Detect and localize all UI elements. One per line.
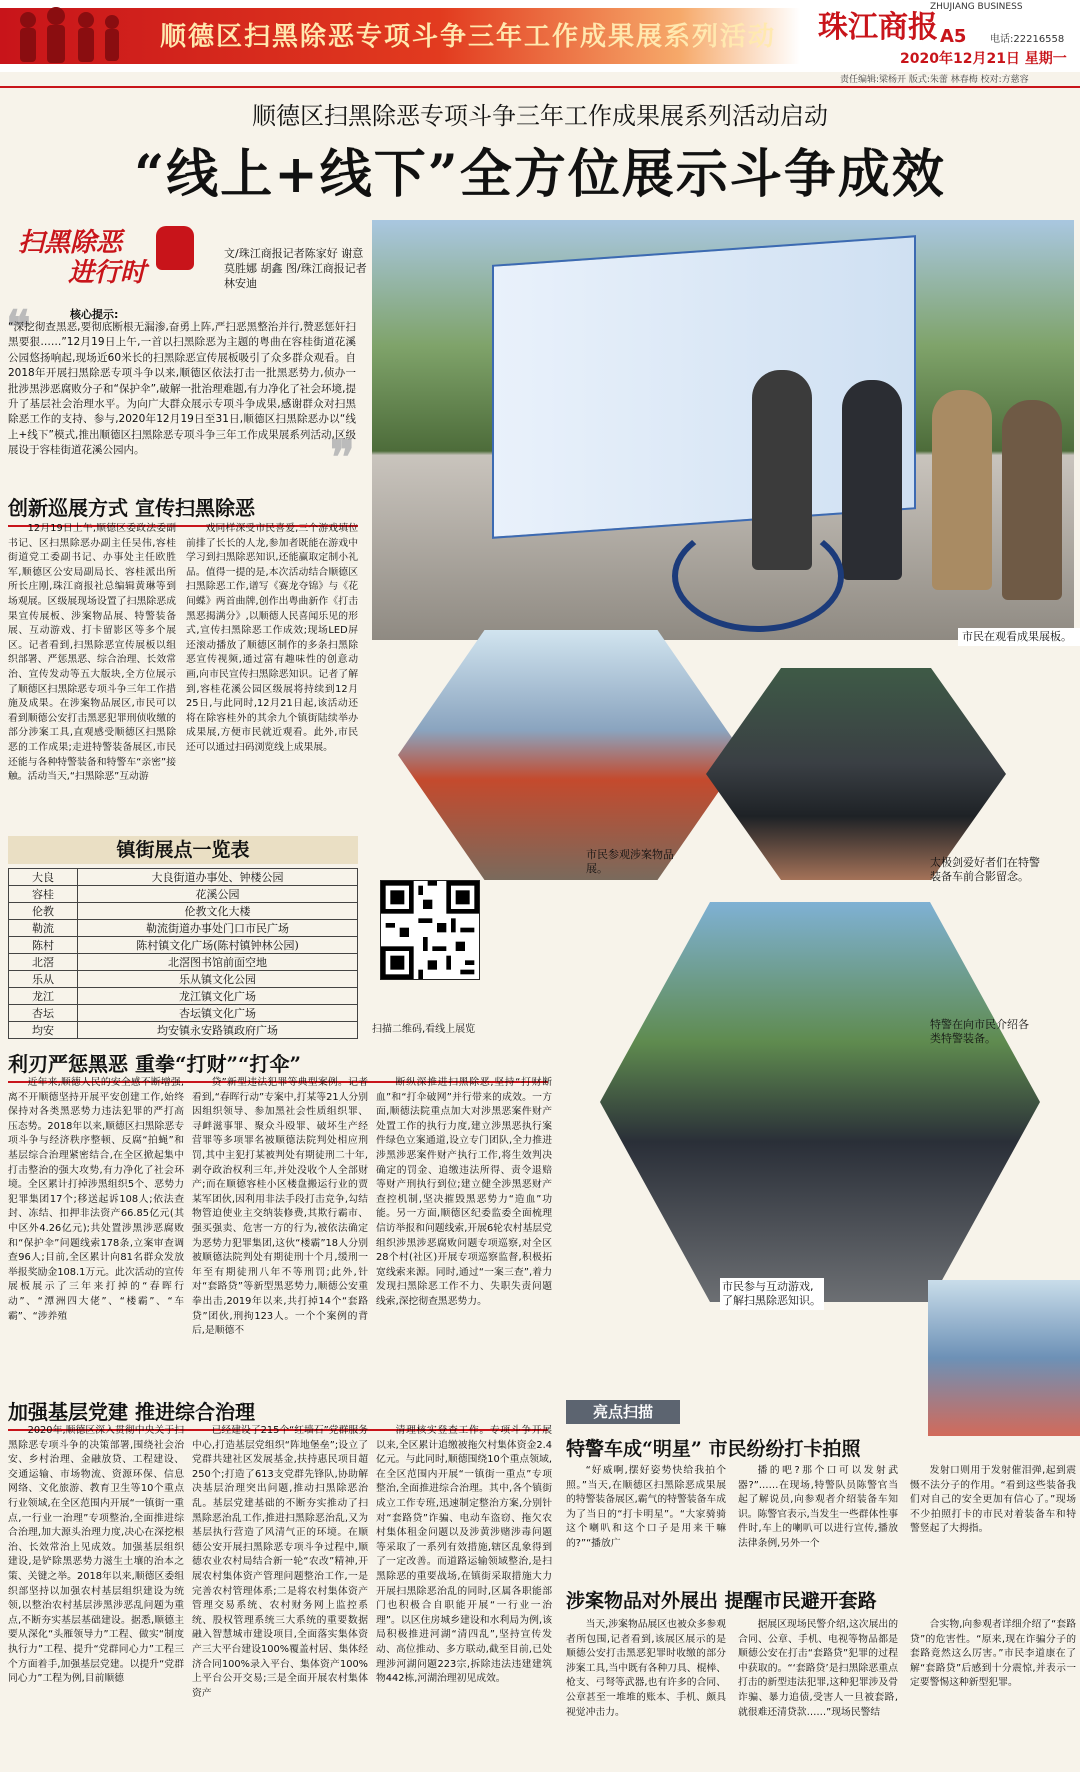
town-cell: 容桂	[9, 886, 78, 903]
paragraph: 合实物,向参观者详细介绍了“套路贷”的危害性。“原来,现在诈骗分子的套路竟然这么厉害。”市民李道康在了解“套路贷”后感到十分震惊,并表示一定要警惕这种新型犯罪。	[910, 1619, 1076, 1689]
paragraph: 播的吧?那个口可以发射武器?”……在现场,特警队员陈警官当起了解说员,向参观者介绍装备车知识。陈警官表示,当发生一些群体性事件时,车上的喇叭可以进行宣传,播放法律条例,另外一个	[738, 1465, 898, 1549]
article-column	[910, 1618, 1076, 1691]
table-row	[9, 1005, 358, 1022]
qr-code-icon[interactable]	[380, 880, 480, 980]
article-column	[8, 1076, 184, 1324]
page-banner	[0, 0, 1080, 72]
close-quote-icon: ❞	[330, 430, 355, 484]
section-title-exhibits: 涉案物品对外展出 提醒市民避开套路	[566, 1590, 877, 1612]
newspaper-logo-en: ZHUJIANG BUSINESS	[930, 2, 1023, 12]
column-logo	[10, 222, 190, 288]
venue-cell: 杏坛镇文化广场	[78, 1005, 358, 1022]
highlight-tag: 亮点扫描	[566, 1400, 680, 1424]
newspaper-logo: 珠江商报	[818, 10, 938, 45]
section-title-crackdown: 利刃严惩黑恶 重拳“打财”“打伞”	[8, 1048, 548, 1083]
paragraph: 据展区现场民警介绍,这次展出的合同、公章、手机、电视等物品都是顺德公安在打击“套路贷”犯罪的过程中获取的。“‘套路贷’是扫黑除恶重点打击的新型违法犯罪,这种犯罪涉及骨诈骗、暴力追债,受害人一旦被套路,就很难还清贷款……”现场民警结	[738, 1619, 898, 1718]
paragraph: 当天,涉案物品展区也被众多参观者所包围,记者看到,该展区展示的是顺德公安打击黑恶犯罪时收缴的部分涉案工具,当中既有各种刀具、棍棒、枪支、弓弩等武器,也有许多的合同、公章甚至一堆堆的账本、手机、颇具视觉冲击力。	[566, 1619, 726, 1718]
logo-line2: 进行时	[68, 258, 147, 288]
summary-head: 核心提示:	[70, 308, 119, 321]
town-cell: 陈村	[9, 937, 78, 954]
page-number: A5	[940, 26, 967, 47]
article-column	[8, 522, 176, 785]
visitor-figure	[842, 380, 902, 580]
caption-exhibits: 市民参观涉案物品展。	[586, 848, 674, 875]
section-title-party-building: 加强基层党建 推进综合治理	[8, 1396, 548, 1431]
article-column	[192, 1076, 368, 1339]
paragraph: 清理核实登查工作。专项斗争开展以来,全区累计追缴被拖欠村集体资金2.4亿元。与此同时,顺德围绕10个重点领域,在全区范围内开展“一镇街一重点”专项整治,全面推进综合治理。其中,各个镇街成立工作专班,迅速制定整治方案,分别针对“套路贷”诈骗、电动车盗窃、拖欠农村集体租金问题以及涉黄涉赌涉毒问题等采取了一系列有效措施,辖区乱象得到了一定改善。而道路运输领域整治,是扫黑除恶的重要战场,在镇街采取措施大力开展扫黑除恶治乱的同时,区属各职能部门也积极合自职能开展“一行业一治理”。以区住房城乡建设和水利局为例,该局积极推进河湖“清四乱”,坚持宣传发动、高位推动、多方联动,截至目前,已处理涉河湖问题223宗,拆除违法违建建筑物442栋,河湖治理初见成效。	[376, 1425, 552, 1685]
venue-cell: 伦教文化大楼	[78, 903, 358, 920]
article-column	[738, 1618, 898, 1720]
caption-taichi: 太极剑爱好者们在特警装备车前合影留念。	[930, 856, 1040, 883]
paragraph: 发射口则用于发射催泪弹,起到震慑不法分子的作用。“看到这些装备我们对自己的安全更加有信心了。”现场不少拍照打卡的市民对着装备车和特警竖起了大拇指。	[910, 1465, 1076, 1535]
town-cell: 乐从	[9, 971, 78, 988]
article-column	[566, 1618, 726, 1720]
town-cell: 龙江	[9, 988, 78, 1005]
article-column	[192, 1424, 368, 1701]
phone-number: 电话:22216558	[990, 34, 1065, 45]
summary-text: “深挖彻查黑恶,要彻底断根无漏渗,奋勇上阵,严扫恶黑整治并行,赞恶惩奸扫黑要狠……”12月19日上午,一首以扫黑除恶为主题的粤曲在容桂街道花溪公园悠扬响起,现场近60米长的扫黑除恶宣传展板吸引了众多群众观看。自2018年开展扫黑除恶专项斗争以来,顺德区依法打击一批黑恶势力,侦办一批涉黑涉恶腐败分子和“保护伞”,破解一批治理难题,有力净化了社会环境,提升了基层社会治理水平。为向广大群众展示专项斗争成果,感谢群众对扫黑除恶工作的支持、参与,2020年12月19日至31日,顺德区扫黑除恶办以“线上+线下”模式,推出顺德区扫黑除恶专项斗争三年工作成果展系列活动,区级展设于容桂街道花溪公园内。	[8, 321, 356, 457]
paragraph: 戏同样深受市民喜爱,三个游戏填位前排了长长的人龙,参加者既能在游戏中学习到扫黑除恶知识,还能赢取定制小礼品。值得一提的是,本次活动结合顺德区扫黑除恶工作,谱写《赛龙夺锦》与《花间蝶》两首曲牌,创作出粤曲新作《打击黑恶揭满分》,以顺德人民喜闻乐见的形式,宣传扫黑除恶工作成效;现场LED屏还滚动播放了顺德区制作的多条扫黑除恶宣传视频,通过富有趣味性的创意动画,向市民宣传扫黑除恶知识。记者了解到,容桂花溪公园区级展将持续到12月25日,与此同时,12月21日起,该活动还将在除容桂外的其余九个镇街陆续举办成果展,方便市民就近观看。此外,市民还可以通过扫码浏览线上成果展。	[186, 523, 358, 753]
article-column	[376, 1424, 552, 1687]
caption-main-photo: 市民在观看成果展板。	[958, 628, 1080, 646]
issue-date: 2020年12月21日 星期一	[900, 51, 1067, 67]
venue-cell: 乐从镇文化公园	[78, 971, 358, 988]
open-quote-icon: ❝	[6, 300, 31, 354]
town-cell: 大良	[9, 869, 78, 886]
article-column	[186, 522, 358, 756]
article-column	[8, 1424, 184, 1687]
venue-cell: 大良街道办事处、钟楼公园	[78, 869, 358, 886]
subheadline: 顺德区扫黑除恶专项斗争三年工作成果展系列活动启动	[252, 102, 828, 130]
headline: “线上+线下”全方位展示斗争成效	[134, 144, 946, 205]
visitor-figure	[1002, 400, 1062, 600]
bicycle	[672, 520, 844, 632]
article-column	[910, 1464, 1076, 1537]
table-row	[9, 920, 358, 937]
table-row	[9, 988, 358, 1005]
venue-cell: 勒流街道办事处门口市民广场	[78, 920, 358, 937]
town-cell: 杏坛	[9, 1005, 78, 1022]
logo-line1: 扫黑除恶	[18, 228, 123, 258]
table-row	[9, 1022, 358, 1039]
banner-title: 顺德区扫黑除恶专项斗争三年工作成果展系列活动	[160, 22, 777, 52]
town-cell: 北滘	[9, 954, 78, 971]
venue-cell: 花溪公园	[78, 886, 358, 903]
photo-exhibition-boards	[372, 220, 1074, 640]
paragraph: 贷”新型违法犯罪等典型案例。记者看到,“春晖行动”专案中,打某等21人分别因组织领导、参加黑社会性质组织罪、寻衅滋事罪、聚众斗殴罪、破坏生产经营罪等多项罪名被顺德法院判处相应刑罚,其中主犯打某被判处有期徒刑二十年,剥夺政治权利三年,并处没收个人全部财产;而在顺德容桂小区楼盘搬运行业的贾某军团伙,因利用非法手段打击竞争,勾结物管迫使业主交纳装修费,其欺行霸市、强买强卖、危害一方的行为,被依法确定为恶势力犯罪集团,这伙“楼霸”18人分别被顺德法院判处有期徒刑十个月,缓刑一年至有期徒刑八年不等刑罚;此外,针对“套路贷”等新型黑恶势力,顺德公安重拳出击,2019年以来,共打掉14个“套路贷”团伙,刑拘123人。一个个案例的背后,是顺德不	[192, 1077, 368, 1337]
photo-exhibits-tent	[398, 630, 744, 880]
photo-police-vehicles	[706, 668, 1006, 880]
street-venue-table	[8, 868, 358, 1039]
venue-cell: 均安镇永安路镇政府广场	[78, 1022, 358, 1039]
article-column	[738, 1464, 898, 1552]
article-column	[566, 1464, 726, 1552]
article-column	[376, 1076, 552, 1310]
caption-game: 市民参与互动游戏,了解扫黑除恶知识。	[720, 1278, 824, 1310]
editor-credits: 责任编辑:梁杨开 版式:朱蕾 林春梅 校对:方慈容	[840, 75, 1029, 85]
header-rule	[0, 86, 1080, 88]
highlight-title: 特警车成“明星” 市民纷纷打卡拍照	[566, 1438, 861, 1460]
visitor-figure	[932, 390, 992, 590]
table-title: 镇街展点一览表	[8, 836, 358, 864]
qr-caption: 扫描二维码,看线上展览	[372, 1024, 476, 1035]
town-cell: 伦教	[9, 903, 78, 920]
photo-swat-officer	[600, 902, 1040, 1302]
heroes-silhouette-icon	[8, 2, 158, 66]
table-row	[9, 903, 358, 920]
paragraph: 断纵深推进扫黑除恶,坚持“打财断血”和“打伞破网”并行带来的成效。一方面,顺德法院重点加大对涉黑恶案件财产处置工作的执行力度,建立涉黑恶执行案件绿色立案通道,设立专门团队,全力推进涉黑涉恶案件财产执行工作,将生效判决确定的罚金、追缴违法所得、责令退赔等财产刑执行到位;建立健全涉黑恶财产查控机制,坚决摧毁黑恶势力“造血”功能。另一方面,顺德区纪委监委全面梳理信访举报和问题线索,开展6轮农村基层党组织涉黑涉恶腐败问题专项巡察,对全区28个村(社区)开展专项巡察监督,积极拓宽线索来源。同时,通过“一案三查”,着力发现扫黑除恶工作不力、失职失责问题线索,深挖彻查黑恶势力。	[376, 1077, 552, 1307]
venue-cell: 北滘图书馆前面空地	[78, 954, 358, 971]
paragraph: 2020年,顺德区深入贯彻中央关于扫黑除恶专项斗争的决策部署,围绕社会治安、乡村治理、金融放贷、工程建设、交通运输、市场物流、资源环保、信息网络、文化旅游、教育卫生等10个重点行业领域,在全区范围内开展“一镇街一重点,一行业一治理”专项整治,全面推进综合治理,加大源头治理力度,决心在深挖根治、长效常治上见成效。加强基层组织建设,是铲除黑恶势力滋生土壤的治本之策、关键之举。2018年以来,顺德区委组织部坚持以加强农村基层组织建设为统领,以整治农村基层涉黑涉恶乱问题为重点,不断夯实基层基础建设。据悉,顺德主要从深化“头雁领导力”工程、做实“制度执行力”工程、提升“党群同心力”工程三个方面着手,加强基层党建。以提升“党群同心力”工程为例,目前顺德	[8, 1425, 184, 1685]
paragraph: 近年来,顺德人民的安全感不断增强,离不开顺德坚持开展平安创建工作,始终保持对各类黑恶势力违法犯罪的严打高压态势。2018年以来,顺德区扫黑除恶专项斗争与经济秩序整顿、反腐“拍蝇”和基层综合治理紧密结合,在全区掀起集中打击整治的强大攻势,有力净化了社会环境。全区累计打掉涉黑组织5个、恶势力犯罪集团17个;移送起诉108人;依法查封、冻结、扣押非法资产66.85亿元(其中区外4.26亿元);共处置涉黑涉恶腐败和“保护伞”问题线索178条,立案审查调查96人;目前,全区累计向81名群众发放举报奖励金108.1万元。此次活动的宣传展板展示了三年来打掉的“春晖行动”、“潭洲四大佬”、“楼霸”、“车霸”、“涉养殖	[8, 1077, 184, 1322]
byline: 文/珠江商报记者陈家好 谢意 莫胜娜 胡鑫 图/珠江商报记者林安迪	[224, 247, 367, 290]
photo-interactive-game	[928, 1280, 1080, 1436]
town-cell: 均安	[9, 1022, 78, 1039]
table-row	[9, 886, 358, 903]
paragraph: “好威啊,摆好姿势快给我拍个照。”当天,在顺德区扫黑除恶成果展的特警装备展区,霸气的特警装备车成为了当日的“打卡明星”。“大家骑骑这个喇叭和这个口子是用来干嘛的?”“播放广	[566, 1465, 726, 1549]
table-row	[9, 937, 358, 954]
fist-icon	[156, 226, 194, 270]
paragraph: 已经建设了215个“红墙石”党群服务中心,打造基层党组织“阵地堡垒”;设立了党群共建社区发展基金,扶持惠民项目超250个;打造了613支党群先锋队,协助解决基层治理突出问题,推动扫黑除恶治乱。基层党建基础的不断夯实推动了扫黑除恶治乱工作,推进扫黑除恶治乱,又为基层执行营造了风清气正的环境。在顺德公安开展扫黑除恶专项斗争过程中,顺德农业农村局结合新一轮“农改”精神,开展农村集体资产管理问题整治工作,一是完善农村管理体系;二是将农村集体资产管理交易系统、农村财务网上监控系统、股权管理系统三大系统的重要数据融入智慧城市建设项目,全面落实集体资产三大平台建设100%覆盖村居、集体经济合同100%录入平台、集体资产100%上平台公开交易;三是全面开展农村集体资产	[192, 1425, 368, 1699]
paragraph: 12月19日上午,顺德区委政法委副书记、区扫黑除恶办副主任吴伟,容桂街道党工委副书记、办事处主任欧胜军,顺德区公安局副局长、容桂派出所所长庄刚,珠江商报社总编辑黄琳等到场观展。区级展现场设置了扫黑除恶成果宣传展板、涉案物品展、特警装备展、互动游戏、打卡留影区等多个展区。记者看到,扫黑除恶宣传展板以组织部署、严惩黑恶、综合治理、长效常治、宣传发动等五大版块,全方位展示了顺德区扫黑除恶专项斗争三年工作措施及成果。在涉案物品展区,市民可以看到顺德公安打击黑恶犯罪刑侦收缴的部分涉案工具,直观感受顺德区扫黑除恶的工作成果;走进特警装备展区,市民还能与各种特警装备和特警车“亲密”接触。活动当天,“扫黑除恶”互动游	[8, 523, 176, 783]
venue-cell: 龙江镇文化广场	[78, 988, 358, 1005]
town-cell: 勒流	[9, 920, 78, 937]
caption-police: 特警在向市民介绍各类特警装备。	[930, 1018, 1029, 1045]
venue-cell: 陈村镇文化广场(陈村镇钟林公园)	[78, 937, 358, 954]
section-title-innovate: 创新巡展方式 宣传扫黑除恶	[8, 492, 358, 527]
table-row	[9, 869, 358, 886]
table-row	[9, 954, 358, 971]
table-row	[9, 971, 358, 988]
